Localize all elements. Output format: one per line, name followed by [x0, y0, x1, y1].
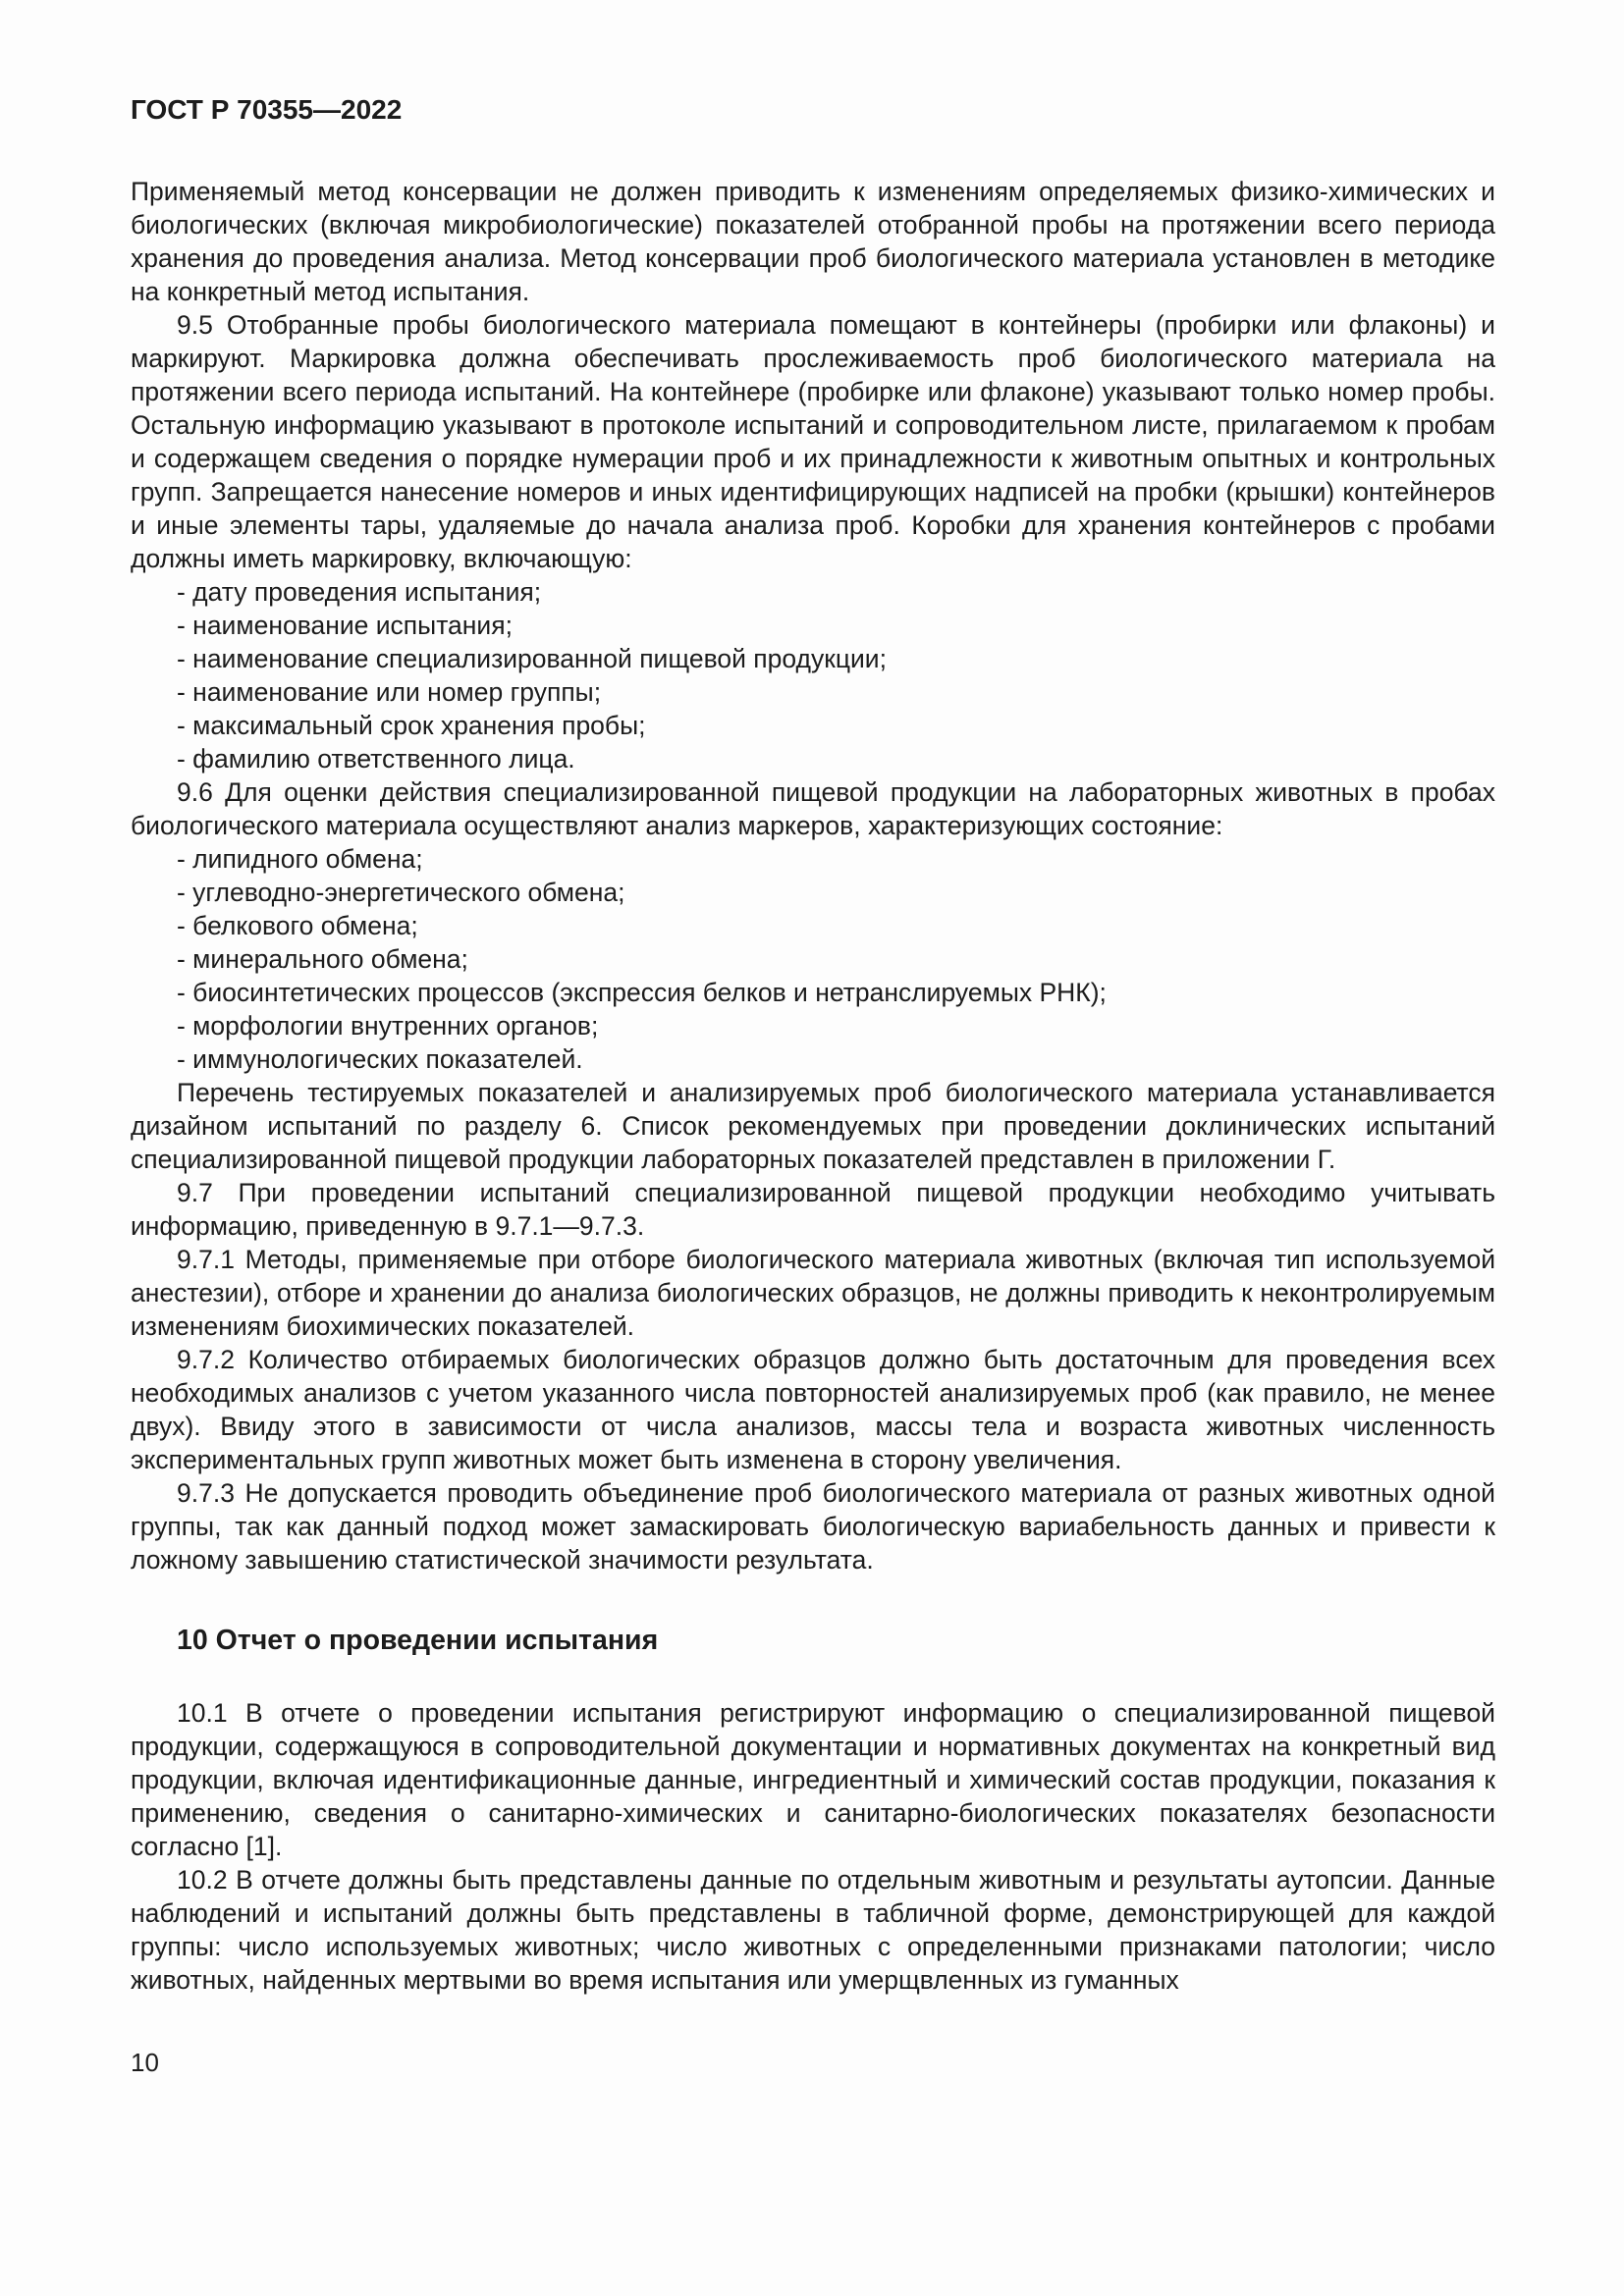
paragraph: 10.1 В отчете о проведении испытания регистрируют информацию о специализированной пищевой продукции, содержащуюся в сопроводительной документации и нормативных документах на конкретный вид продукции, включая идентификационные данные, ингредиентный и химический состав продукции, показания к применению, сведения о санитарно-химических и санитарно-биологических показателях безопасности согласно [1].: [131, 1698, 1495, 1861]
list-item: - иммунологических показателей.: [177, 1044, 583, 1074]
paragraph: 10.2 В отчете должны быть представлены данные по отдельным животным и результаты аутопсии. Данные наблюдений и испытаний должны быть представлены в табличной форме, демонстрирующей для каждой группы: число используемых животных; число животных с определенными признаками патологии; число животных, найденных мертвыми во время испытания или умерщвленных из гуманных: [131, 1865, 1495, 1995]
list-item: - наименование или номер группы;: [177, 677, 602, 707]
paragraph: 9.7.2 Количество отбираемых биологических образцов должно быть достаточным для проведения всех необходимых анализов с учетом указанного числа повторностей анализируемых проб (как правило, не менее двух). Ввиду этого в зависимости от числа анализов, массы тела и возраста животных численность экспериментальных групп животных может быть изменена в сторону увеличения.: [131, 1345, 1495, 1474]
list-item: - фамилию ответственного лица.: [177, 744, 575, 774]
list-item: - биосинтетических процессов (экспрессия белков и нетранслируемых РНК);: [177, 978, 1107, 1007]
list-item: - наименование испытания;: [177, 611, 513, 640]
list-item: - липидного обмена;: [177, 844, 423, 874]
paragraph: 9.6 Для оценки действия специализированной пищевой продукции на лабораторных животных в пробах биологического материала осуществляют анализ маркеров, характеризующих состояние:: [131, 777, 1495, 840]
paragraph: 9.7 При проведении испытаний специализированной пищевой продукции необходимо учитывать информацию, приведенную в 9.7.1—9.7.3.: [131, 1178, 1495, 1241]
list-item: - углеводно-энергетического обмена;: [177, 878, 625, 907]
paragraph: 9.7.1 Методы, применяемые при отборе биологического материала животных (включая тип используемой анестезии), отборе и хранении до анализа биологических образцов, не должны приводить к неконтролируемым изменениям биохимических показателей.: [131, 1245, 1495, 1341]
paragraph: 9.5 Отобранные пробы биологического материала помещают в контейнеры (пробирки или флаконы) и маркируют. Маркировка должна обеспечивать прослеживаемость проб биологического материала на протяжении всего периода испытаний. На контейнере (пробирке или флаконе) указывают только номер пробы. Остальную информацию указывают в протоколе испытаний и сопроводительном листе, прилагаемом к пробам и содержащем сведения о порядке нумерации проб и их принадлежности к животным опытных и контрольных групп. Запрещается нанесение номеров и иных идентифицирующих надписей на пробки (крышки) контейнеров и иные элементы тары, удаляемые до начала анализа проб. Коробки для хранения контейнеров с пробами должны иметь маркировку, включающую:: [131, 310, 1495, 573]
list-item: - дату проведения испытания;: [177, 577, 542, 607]
paragraph: Перечень тестируемых показателей и анализируемых проб биологического материала устанавливается дизайном испытаний по разделу 6. Список рекомендуемых при проведении доклинических испытаний специализированной пищевой продукции лабораторных показателей представлен в приложении Г.: [131, 1078, 1495, 1174]
list-item: - наименование специализированной пищевой продукции;: [177, 644, 887, 673]
document-header: ГОСТ Р 70355—2022: [131, 94, 403, 125]
list-item: - минерального обмена;: [177, 944, 468, 974]
list-item: - максимальный срок хранения пробы;: [177, 711, 646, 740]
document-body: [131, 175, 1495, 1997]
section-heading: 10 Отчет о проведении испытания: [177, 1625, 659, 1656]
list-item: - белкового обмена;: [177, 911, 418, 940]
paragraph: Применяемый метод консервации не должен приводить к изменениям определяемых физико-химических и биологических (включая микробиологические) показателей отобранной пробы на протяжении всего периода хранения до проведения анализа. Метод консервации проб биологического материала установлен в методике на конкретный метод испытания.: [131, 177, 1495, 306]
page-number: 10: [131, 2048, 159, 2077]
paragraph: 9.7.3 Не допускается проводить объединение проб биологического материала от разных животных одной группы, так как данный подход может замаскировать биологическую вариабельность данных и привести к ложному завышению статистической значимости результата.: [131, 1478, 1495, 1575]
list-item: - морфологии внутренних органов;: [177, 1011, 599, 1041]
